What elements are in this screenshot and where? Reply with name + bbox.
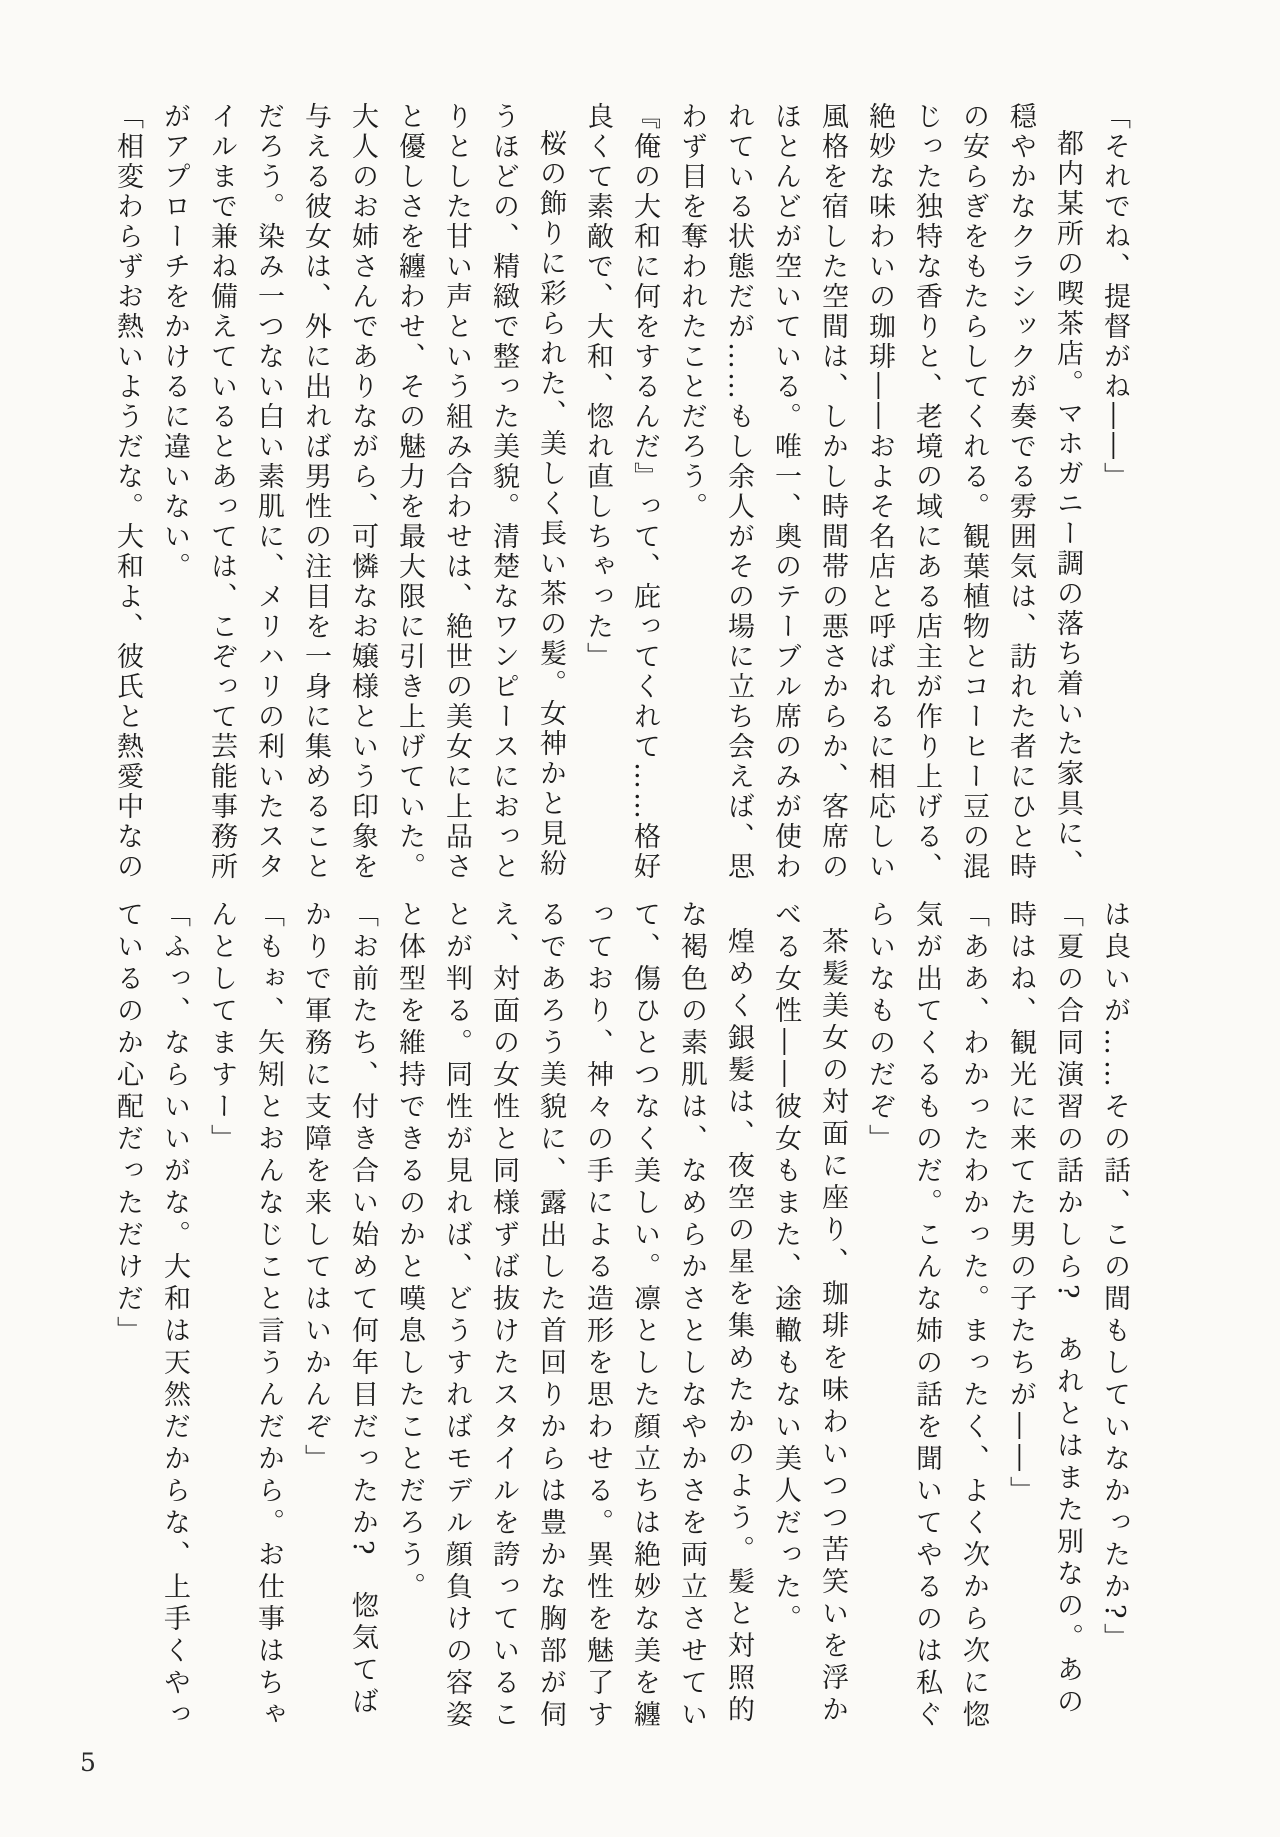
paragraph-narration: 茶髪美女の対面に座り、珈琲を味わいつつ苦笑いを浮かべる女性――彼女もまた、途轍もない美人だった。 — [770, 900, 848, 1727]
paragraph-dialogue: 「ああ、わかったわかった。まったく、よく次から次に惚気が出てくるものだ。こんな姉の話を聞いてやるのは私ぐらいなものだぞ」 — [864, 900, 989, 1732]
paragraph-dialogue: 「夏の合同演習の話かしら? あれとはまた別なの。あの時はね、観光に来てた男の子たちが――」 — [1005, 900, 1083, 1720]
page-number: 5 — [80, 1748, 96, 1777]
bottom-text-block — [93, 900, 1138, 1733]
paragraph-dialogue: 「それでね、提督がね――」 — [1099, 102, 1130, 492]
paragraph-dialogue-continuation: は良いが……その話、この間もしていなかったか?」 — [1099, 900, 1130, 1656]
paragraph-dialogue: 「お前たち、付き合い始めて何年目だったか? 惚気てばかりで軍務に支障を来してはいかんぞ」 — [300, 900, 378, 1720]
paragraph-dialogue: 「ふっ、ならいいがな。大和は天然だからな、上手くやっているのか心配だっただけだ」 — [112, 900, 190, 1732]
paragraph-narration: 桜の飾りに彩られた、美しく長い茶の髪。女神かと見紛うほどの、精緻で整った美貌。清楚なワンピースにおっとりとした甘い声という組み合わせは、絶世の美女に上品さと優しさを纏わせ、その魅力を最大限に引き上げていた。大人のお姉さんでありながら、可憐なお嬢様という印象を与える彼女は、外に出れば男性の注目を一身に集めることだろう。染み一つない白い素肌に、メリハリの利いたスタイルまで兼ね備えているとあっては、こぞって芸能事務所がアプローチをかけるに違いない。 — [159, 102, 566, 882]
paragraph-dialogue: 「相変わらずお熱いようだな。大和よ、彼氏と熱愛中なの — [112, 102, 143, 882]
paragraph-dialogue: 「もぉ、矢矧とおんなじこと言うんだから。お仕事はちゃんとしてますー」 — [206, 900, 284, 1732]
paragraph-narration: 煌めく銀髪は、夜空の星を集めたかのよう。髪と対照的な褐色の素肌は、なめらかさとしなやかさを両立させていて、傷ひとつなく美しい。凛とした顔立ちは絶妙な美を纏っており、神々の手による造形を思わせる。異性を魅了するであろう美貌に、露出した首回りからは豊かな胸部が伺え、対面の女性と同様ずば抜けたスタイルを誇っていることが判る。同性が見れば、どうすればモデル顔負けの容姿と体型を維持できるのかと嘆息したことだろう。 — [394, 900, 754, 1732]
paragraph-narration: 都内某所の喫茶店。マホガニー調の落ち着いた家具に、穏やかなクラシックが奏でる雰囲気は、訪れた者にひと時の安らぎをもたらしてくれる。観葉植物とコーヒー豆の混じった独特な香りと、老境の域にある店主が作り上げる、絶妙な味わいの珈琲――およそ名店と呼ばれるに相応しい風格を宿した空間は、しかし時間帯の悪さからか、客席のほとんどが空いている。唯一、奥のテーブル席のみが使われている状態だが……もし余人がその場に立ち会えば、思わず目を奪われたことだろう。 — [676, 102, 1083, 882]
top-text-block — [93, 102, 1138, 887]
paragraph-dialogue: 『俺の大和に何をするんだ』って、庇ってくれて……格好良くて素敵で、大和、惚れ直しちゃった」 — [582, 102, 660, 882]
